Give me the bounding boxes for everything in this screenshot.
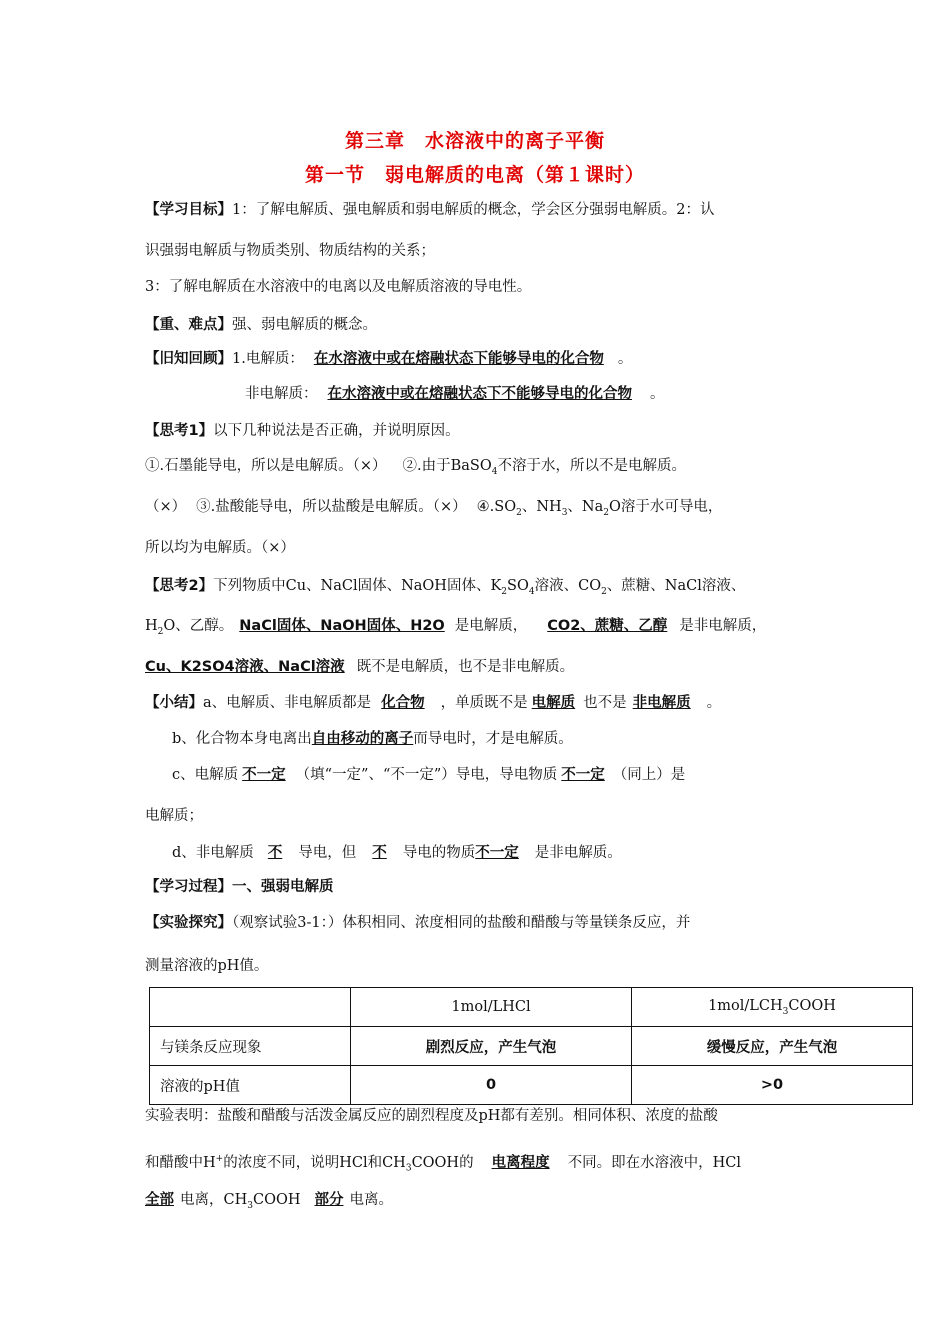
- review-end-1: 。: [617, 351, 633, 367]
- chapter-title: 第三章 水溶液中的离子平衡: [344, 130, 605, 152]
- summary-a-ans2: 电解质: [531, 695, 576, 711]
- summary-d-mid2: 导电的物质: [402, 845, 476, 861]
- summary-b-pre: b、化合物本身电离出: [172, 731, 312, 747]
- conclusion-line2: [145, 1149, 741, 1179]
- think2-q-c: 溶液、CO: [534, 578, 602, 594]
- goals-line3: 3：了解电解质在水溶液中的电离以及电解质溶液的导电性。: [145, 279, 532, 295]
- table-header-empty: [150, 988, 351, 1027]
- summary-a-mid: ，单质既不是: [440, 695, 528, 711]
- experiment-table: [149, 987, 913, 1105]
- think2-q-f: O、乙醇。: [163, 618, 234, 634]
- section-title: 第一节 弱电解质的电离（第１课时）: [304, 164, 645, 186]
- think1-line2: [145, 497, 722, 523]
- review-non-electrolyte-answer: 在水溶液中或在熔融状态下不能够导电的化合物: [327, 386, 632, 402]
- table-cell-hcl: 0: [351, 1066, 632, 1105]
- think1-item4-sub1: 2: [516, 507, 522, 518]
- think1-item4-c: 、Na: [567, 499, 604, 515]
- summary-b: [172, 729, 573, 749]
- conclusion-l2-answer: 电离程度: [491, 1154, 550, 1171]
- think2-q-sub1: 2: [501, 586, 508, 597]
- experiment-line1: [145, 913, 690, 933]
- table-row-label: 溶液的pH值: [150, 1066, 351, 1105]
- summary-c: [172, 765, 685, 785]
- conclusion-l3-a: 电离，CH: [180, 1192, 248, 1208]
- think2-q-sub3: 2: [601, 586, 607, 597]
- think2-end: 既不是电解质，也不是非电解质。: [356, 659, 575, 675]
- think1-label: 【思考1】: [145, 423, 214, 439]
- goals-text1: 1：了解电解质、强电解质和弱电解质的概念，学会区分强弱电解质。2：认: [232, 202, 715, 218]
- summary-c-line2: 电解质；: [145, 808, 203, 824]
- conclusion-l2-d: 不同。即在水溶液中，HCl: [567, 1154, 741, 1171]
- think2-answer-neither: Cu、K2SO4溶液、NaCl溶液: [145, 659, 345, 675]
- summary-a-ans3: 非电解质: [632, 695, 691, 711]
- think2-q-d: 、蔗糖、NaCl溶液、: [606, 578, 746, 594]
- think2-line3: [145, 657, 574, 677]
- think1-line3: 所以均为电解质。（×）: [145, 540, 295, 556]
- review-electrolyte-answer: 在水溶液中或在熔融状态下能够导电的化合物: [313, 351, 604, 367]
- table-row: [150, 1027, 913, 1066]
- table-cell-ch3cooh: 缓慢反应，产生气泡: [632, 1027, 913, 1066]
- think1-item1: ①.石墨能导电，所以是电解质。（×）: [145, 458, 387, 474]
- summary-c-pre: c、电解质: [172, 767, 239, 783]
- conclusion-l3-c: 电离。: [349, 1192, 393, 1208]
- table-row-label: 与镁条反应现象: [150, 1027, 351, 1066]
- table-header-row: [150, 988, 913, 1027]
- goals-label: 【学习目标】: [145, 202, 232, 218]
- key-points-text: 强、弱电解质的概念。: [232, 317, 377, 333]
- conclusion-l3-ans1: 全部: [145, 1192, 174, 1208]
- conclusion-l2-sup: +: [215, 1154, 224, 1164]
- summary-label: 【小结】: [145, 695, 203, 711]
- table-cell-hcl: 剧烈反应，产生气泡: [351, 1027, 632, 1066]
- think2-q-a: 下列物质中Cu、NaCl固体、NaOH固体、K: [213, 578, 502, 594]
- think1-item2-sub: 4: [491, 466, 498, 477]
- experiment-line2: 测量溶液的pH值。: [145, 958, 269, 974]
- think2-line2: [145, 616, 766, 642]
- review-label: 【旧知回顾】: [145, 351, 232, 367]
- conclusion-l3-b: COOH: [252, 1192, 301, 1208]
- summary-d-end: 是非电解质。: [534, 845, 622, 861]
- think2-mid2: 是非电解质，: [679, 618, 767, 634]
- summary-a: [145, 693, 721, 713]
- think1-item3: ③.盐酸能导电，所以盐酸是电解质。（×）: [196, 499, 467, 515]
- summary-d-mid: 导电，但: [298, 845, 357, 861]
- key-points-label: 【重、难点】: [145, 317, 232, 333]
- summary-b-end: 而导电时，才是电解质。: [413, 731, 573, 747]
- table-header-hcl: 1mol/LHCl: [351, 988, 632, 1027]
- think2-q-sub4: 2: [157, 626, 164, 637]
- experiment-label: 【实验探究】: [145, 915, 232, 931]
- experiment-text1: （观察试验3-1：）体积相同、浓度相同的盐酸和醋酸与等量镁条反应，并: [232, 915, 691, 931]
- summary-d-ans1: 不: [267, 845, 283, 861]
- think1-item4-b: 、NH: [521, 499, 562, 515]
- goals-line1: [145, 200, 714, 220]
- think1-item4-sub2: 3: [561, 507, 568, 518]
- think1-item2-rest: 不溶于水，所以不是电解质。: [497, 458, 686, 474]
- conclusion-l2-a: 和醋酸中H: [145, 1154, 216, 1171]
- think2-q-b: SO: [507, 578, 529, 594]
- conclusion-l3-ans2: 部分: [314, 1192, 344, 1208]
- summary-d-pre: d、非电解质: [172, 845, 254, 861]
- key-points: [145, 315, 377, 335]
- think2-answer-electrolyte: NaCl固体、NaOH固体、H2O: [239, 618, 445, 634]
- think2-q-e: H: [145, 618, 158, 634]
- conclusion-l2-c: COOH的: [411, 1154, 474, 1171]
- summary-c-mid: （填“一定”、“不一定”）导电，导电物质: [295, 767, 558, 783]
- think2-line1: [145, 576, 745, 602]
- conclusion-l3-sub: 3: [247, 1200, 253, 1211]
- think1-item4-sub3: 2: [603, 507, 609, 518]
- goals-line2: 识强弱电解质与物质类别、物质结构的关系；: [145, 243, 435, 259]
- review-electrolyte: [145, 349, 632, 369]
- conclusion-line1: 实验表明：盐酸和醋酸与活泼金属反应的剧烈程度及pH都有差别。相同体积、浓度的盐酸: [145, 1108, 718, 1124]
- review-end-2: 。: [650, 386, 665, 402]
- summary-d: [172, 843, 622, 863]
- think2-label: 【思考2】: [145, 578, 214, 594]
- think1-item2-mark: （×）: [145, 499, 187, 515]
- think2-mid1: 是电解质，: [454, 618, 528, 634]
- think2-q-sub2: 4: [528, 586, 535, 597]
- think2-answer-non: CO2、蔗糖、乙醇: [547, 618, 668, 634]
- think1-line1: [145, 456, 686, 482]
- think1-item4-d: O溶于水可导电，: [609, 499, 723, 515]
- think1-item2: ②.由于BaSO: [402, 458, 492, 474]
- think1-item4: ④.SO: [476, 499, 517, 515]
- review-electrolyte-prefix: 1.电解质：: [232, 351, 304, 367]
- summary-d-ans3: 不一定: [475, 845, 519, 861]
- review-non-electrolyte: [245, 384, 665, 404]
- summary-c-ans1: 不一定: [242, 767, 286, 783]
- conclusion-line3: [145, 1190, 393, 1216]
- summary-a-end: 。: [706, 695, 722, 711]
- summary-c-ans2: 不一定: [561, 767, 605, 783]
- process-heading: 【学习过程】一、强弱电解质: [145, 879, 334, 895]
- conclusion-l2-b: 的浓度不同，说明HCl和CH: [223, 1154, 406, 1171]
- summary-a-mid2: 也不是: [583, 695, 627, 711]
- summary-c-end: （同上）是: [612, 767, 686, 783]
- summary-d-ans2: 不: [372, 845, 387, 861]
- summary-b-ans: 自由移动的离子: [311, 731, 414, 747]
- conclusion-l2-sub: 3: [405, 1163, 412, 1174]
- table-row: [150, 1066, 913, 1105]
- table-cell-ch3cooh: >0: [632, 1066, 913, 1105]
- review-non-electrolyte-prefix: 非电解质：: [245, 386, 318, 402]
- think1-question: [145, 421, 460, 441]
- think1-question-text: 以下几种说法是否正确，并说明原因。: [213, 423, 460, 439]
- summary-a-pre: a、电解质、非电解质都是: [203, 695, 372, 711]
- table-header-ch3cooh: $1mol/LCH_3COOH$: [632, 988, 913, 1027]
- summary-a-ans1: 化合物: [381, 695, 425, 711]
